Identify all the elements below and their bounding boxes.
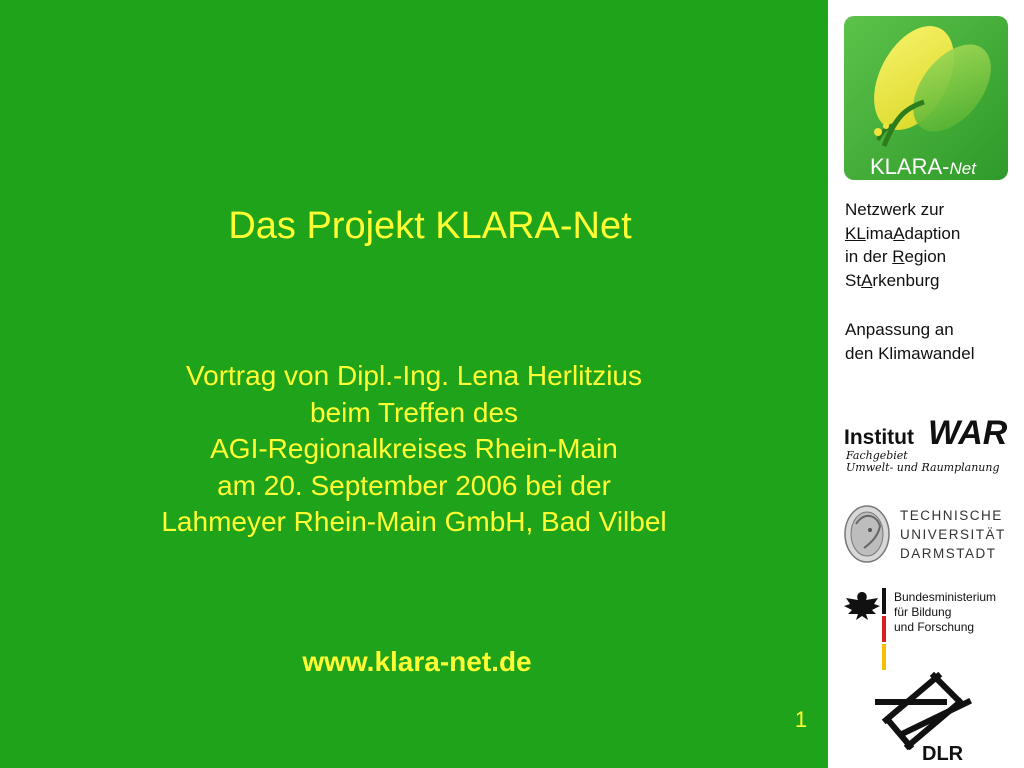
tud-name: TECHNISCHE UNIVERSITÄT DARMSTADT	[900, 508, 1006, 561]
leaf-icon	[844, 16, 1008, 180]
dlr-text: DLR	[922, 743, 964, 762]
sidebar	[828, 0, 1024, 768]
bmbf-logo	[842, 586, 1018, 674]
network-line-1: Netzwerk zur	[845, 200, 945, 219]
war-mark	[928, 414, 1020, 448]
subtitle-line: Lahmeyer Rhein-Main GmbH, Bad Vilbel	[161, 506, 667, 537]
bmbf-name: Bundesministerium für Bildung und Forschung	[894, 590, 997, 634]
subtitle-line: AGI-Regionalkreises Rhein-Main	[210, 433, 618, 464]
subtitle-line: am 20. September 2006 bei der	[217, 469, 611, 501]
war-subtitle: Fachgebiet Umwelt- und Raumplanung	[846, 449, 1000, 474]
network-description	[845, 198, 960, 292]
adaptation-line-1: Anpassung an	[845, 320, 954, 339]
network-line-2: KLimaAdaption	[845, 223, 961, 243]
federal-eagle-icon	[842, 586, 890, 674]
logo-text-suffix: Net	[949, 159, 976, 178]
dlr-logo	[868, 672, 978, 762]
network-line-3: in der Region	[845, 247, 947, 266]
logo-text: KLARA-	[870, 154, 950, 179]
page-number: 1	[794, 707, 808, 732]
subtitle-line: beim Treffen des	[309, 396, 519, 428]
adaptation-line-2: den Klimawandel	[845, 343, 975, 363]
svg-text:WAR: WAR	[928, 414, 1008, 448]
athena-head-icon	[842, 502, 892, 564]
slide-subtitle	[0, 358, 828, 541]
dlr-mark-icon	[868, 672, 978, 762]
network-line-4: StArkenburg	[845, 270, 940, 290]
war-institut-label: Institut	[844, 426, 914, 449]
tu-darmstadt-logo	[842, 500, 1018, 570]
institut-war-logo	[842, 414, 1018, 478]
adaptation-description	[845, 318, 974, 365]
klara-net-logo	[844, 16, 1008, 180]
subtitle-line: Vortrag von Dipl.-Ing. Lena Herlitzius	[186, 360, 642, 391]
slide-title: Das Projekt KLARA-Net	[228, 205, 632, 247]
website-url: www.klara-net.de	[302, 646, 532, 677]
